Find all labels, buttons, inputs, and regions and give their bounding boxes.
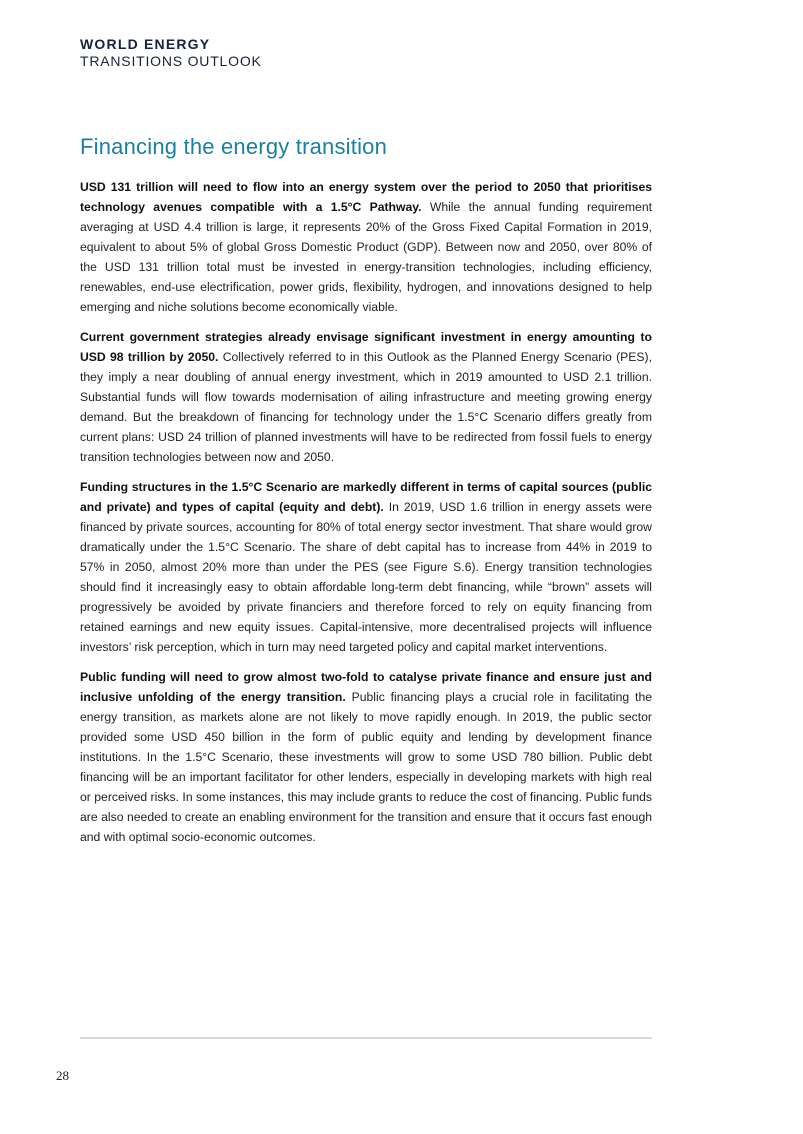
section-title: Financing the energy transition <box>80 134 388 159</box>
report-title-line1: WORLD ENERGY <box>80 36 211 52</box>
section-body <box>80 177 652 857</box>
paragraph-text: Collectively referred to in this Outlook as the Planned Energy Scenario (PES), they imply a near doubling of annual energy investment, which in 2019 amounted to USD 2.1 trillion. Substantial funds will flow towards modernisation of ailing infrastructure and meeting growing energy demand. But the breakdown of financing for technology under the 1.5°C Scenario differs greatly from current plans: USD 24 trillion of planned investments will have to be redirected from fossil fuels to energy transition technologies between now and 2050. <box>80 350 652 464</box>
paragraph-text: While the annual funding requirement averaging at USD 4.4 trillion is large, it represents 20% of the Gross Fixed Capital Formation in 2019, equivalent to about 5% of global Gross Domestic Product (GDP). Between now and 2050, over 80% of the USD 131 trillion total must be invested in energy-transition technologies, including efficiency, renewables, end-use electrification, power grids, flexibility, hydrogen, and innovations designed to help emerging and niche solutions become economically viable. <box>80 200 652 314</box>
paragraph-lead: Current government strategies already envisage significant investment in energy amounting to USD 98 trillion by 2050. <box>80 330 652 364</box>
paragraph-text: In 2019, USD 1.6 trillion in energy assets were financed by private sources, accounting for 80% of total energy sector investment. That share would grow dramatically under the 1.5°C Scenario. The share of debt capital has to increase from 44% in 2019 to 57% in 2050, almost 20% more than under the PES (see Figure S.6). Energy transition technologies should find it increasingly easy to obtain affordable long-term debt financing, while “brown” assets will progressively be avoided by private financiers and therefore forced to rely on equity financing from retained earnings and new equity issues. Capital-intensive, more decentralised projects will influence investors’ risk perception, which in turn may need targeted policy and capital market interventions. <box>80 500 652 654</box>
paragraph-lead: Public funding will need to grow almost two-fold to catalyse private finance and ensure just and inclusive unfolding of the energy transition. <box>80 670 652 704</box>
paragraph <box>80 667 652 847</box>
paragraph <box>80 177 652 317</box>
report-header <box>80 36 262 70</box>
paragraph <box>80 327 652 467</box>
report-title-line2: TRANSITIONS OUTLOOK <box>80 53 262 69</box>
footer-divider <box>80 1037 652 1039</box>
paragraph-lead: USD 131 trillion will need to flow into an energy system over the period to 2050 that prioritises technology avenues compatible with a 1.5°C Pathway. <box>80 180 652 214</box>
paragraph-lead: Funding structures in the 1.5°C Scenario are markedly different in terms of capital sources (public and private) and types of capital (equity and debt). <box>80 480 652 514</box>
page-number: 28 <box>56 1068 69 1083</box>
paragraph <box>80 477 652 657</box>
paragraph-text: Public financing plays a crucial role in facilitating the energy transition, as markets alone are not likely to move rapidly enough. In 2019, the public sector provided some USD 450 billion in the form of public equity and lending by development finance institutions. In the 1.5°C Scenario, these investments will grow to some USD 780 billion. Public debt financing will be an important facilitator for other lenders, especially in developing markets with high real or perceived risks. In some instances, this may include grants to reduce the cost of financing. Public funds are also needed to create an enabling environment for the transition and ensure that it occurs fast enough and with optimal socio-economic outcomes. <box>80 690 652 844</box>
